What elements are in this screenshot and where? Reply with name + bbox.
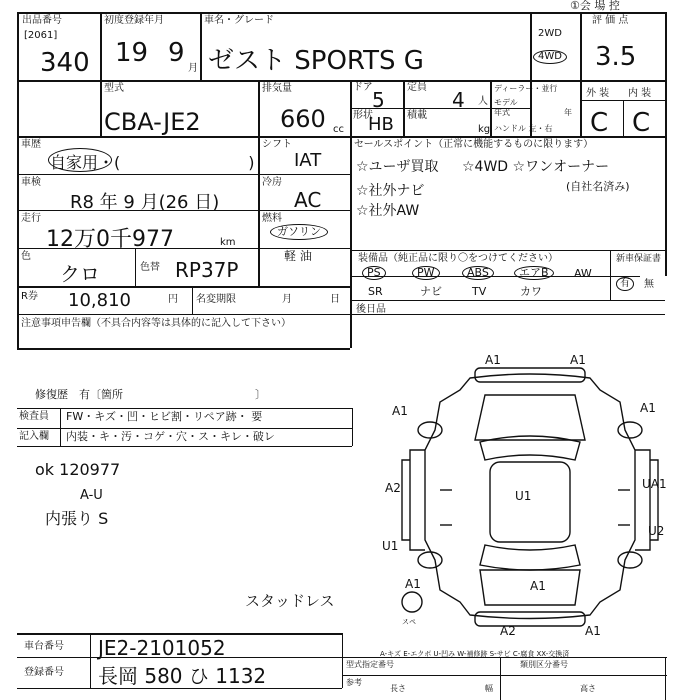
year-unit: 年	[564, 108, 572, 117]
change-month: 月	[282, 294, 292, 305]
load-unit: kg	[478, 124, 491, 135]
mark-front-left: A1	[392, 404, 408, 418]
copy-label: ①会 場 控	[570, 0, 620, 12]
exterior-grade: C	[590, 108, 609, 138]
history-label: 車歴	[21, 139, 41, 150]
mark-front-bumper-right: A1	[570, 353, 586, 367]
equip-navi: ナビ	[420, 285, 442, 298]
exterior-label: 外 装	[586, 88, 610, 99]
color-label: 色	[21, 251, 31, 262]
warranty-yes: 有	[616, 277, 634, 291]
equip-abs: ABS	[462, 266, 494, 280]
equip-tv: TV	[472, 285, 487, 298]
registration-month: 9	[168, 38, 185, 68]
remark-line4: スタッドレス	[245, 592, 335, 610]
model-label: 型式	[104, 83, 124, 94]
recycle-unit: 円	[168, 294, 178, 305]
recycle-value: 10,810	[68, 290, 131, 311]
repair-history: 修復歴 有〔箇所 〕	[35, 388, 266, 401]
inspector-row1: FW・キズ・凹・ヒビ割・リペア跡・ 要	[66, 410, 263, 423]
capacity-value: 4	[452, 88, 465, 112]
legend: A-キズ E-エクボ U-凹み W-補修跡 S-サビ C-腐食 XX-交換済	[380, 650, 570, 658]
height-label: 高さ	[580, 684, 596, 693]
vehicle-label: 車名・グレード	[204, 15, 274, 26]
warranty-no: 無	[644, 279, 654, 290]
equip-leather: カワ	[520, 285, 542, 298]
chassis-label: 車台番号	[24, 641, 64, 652]
history-circle	[48, 148, 112, 172]
drive-4wd: 4WD	[533, 50, 567, 64]
history-value: 自家用・( )	[50, 153, 255, 172]
equip-aw: AW	[574, 267, 592, 280]
mark-left-door: A2	[385, 481, 401, 495]
model-value: CBA-JE2	[104, 108, 201, 136]
mileage-unit: km	[220, 237, 236, 248]
mark-right-door: UA1	[642, 477, 667, 491]
displacement-value: 660	[280, 105, 326, 133]
warranty-label: 新車保証書	[616, 254, 662, 264]
inspection-label: 車検	[21, 177, 41, 188]
fuel-diesel: 軽 油	[284, 249, 312, 263]
mark-right-rear: U2	[648, 524, 665, 538]
lot-sub: [2061]	[24, 30, 58, 41]
remark-line1: ok 120977	[35, 460, 121, 479]
sales-line1a: ☆ユーザ買取	[356, 159, 439, 175]
change-label: 名変期限	[196, 294, 236, 305]
equip-ps: PS	[362, 266, 386, 280]
color-code: RP37P	[175, 258, 239, 282]
change-day: 日	[330, 294, 340, 305]
mark-front-bumper-left: A1	[485, 353, 501, 367]
registration-year: 19	[115, 38, 149, 68]
color-code-label: 色替	[140, 262, 160, 273]
remark-line2: A-U	[80, 488, 103, 503]
recycle-label: R券	[21, 291, 38, 302]
sales-line1c: (自社名済み)	[566, 180, 630, 193]
capacity-label: 定員	[407, 82, 427, 93]
shift-value: IAT	[294, 150, 322, 171]
month-unit: 月	[188, 63, 198, 74]
registration-label: 初度登録年月	[104, 15, 164, 26]
sales-label: セールスポイント（正常に機能するものに限ります）	[354, 139, 594, 150]
rating-score: 3.5	[595, 42, 637, 72]
mark-rear-bumper: A2	[500, 624, 516, 638]
inspection-value: R8 年 9 月(26 日)	[70, 192, 220, 213]
handle-label: ハンドル 左・右	[494, 124, 553, 133]
mark-front-right: A1	[640, 401, 656, 415]
shape-label: 形状	[353, 110, 373, 121]
width-label: 幅	[485, 684, 493, 693]
sales-line2: ☆社外ナビ	[356, 183, 425, 199]
capacity-unit: 人	[478, 96, 488, 107]
chassis-value: JE2-2101052	[98, 636, 226, 660]
notes-label: 注意事項申告欄（不具合内容等は具体的に記入して下さい）	[21, 318, 291, 329]
inspector-row2: 内装・キ・汚・コゲ・穴・ス・キレ・破レ	[66, 430, 275, 443]
doors-value: 5	[372, 88, 385, 112]
displacement-unit: cc	[333, 124, 344, 135]
mark-left-rear: U1	[382, 539, 399, 553]
ac-value: AC	[294, 188, 322, 212]
vehicle-name: ゼスト SPORTS G	[208, 46, 424, 76]
equip-airbag: エアB	[514, 266, 554, 280]
rating-label: 評 価 点	[592, 15, 629, 26]
shift-label: シフト	[262, 139, 292, 150]
model-year-label: モデル 年式	[494, 98, 518, 117]
mark-rear-bumper-right: A1	[585, 624, 601, 638]
interior-label: 内 装	[628, 88, 652, 99]
car-damage-diagram	[382, 350, 670, 640]
mileage-value: 12万0千977	[46, 227, 174, 252]
mark-rear-left: A1	[405, 577, 421, 591]
mark-trunk: A1	[530, 579, 546, 593]
interior-grade: C	[632, 108, 651, 138]
plate-label: 登録番号	[24, 667, 64, 678]
rear-seat-label: 後日品	[356, 304, 386, 315]
plate-value: 長岡 580 ひ 1132	[98, 664, 267, 688]
length-label: 長さ	[390, 684, 406, 693]
ref-label: 参考	[346, 678, 362, 687]
type-spec-label: 型式指定番号	[346, 660, 394, 669]
sales-line3: ☆社外AW	[356, 203, 420, 219]
sales-line1b: ☆4WD ☆ワンオーナー	[462, 159, 610, 175]
mark-spare: スペ	[402, 618, 416, 626]
mileage-label: 走行	[21, 213, 41, 224]
equip-pw: PW	[412, 266, 440, 280]
mark-roof: U1	[515, 489, 532, 503]
remark-line3: 内張り S	[45, 509, 109, 528]
color-value: クロ	[60, 262, 100, 286]
ac-label: 冷房	[262, 177, 282, 188]
lot-number: 340	[40, 48, 90, 78]
fuel-gas: ガソリン	[270, 224, 328, 240]
fuel-label: 燃料	[262, 213, 282, 224]
class-label: 類別区分番号	[520, 660, 568, 669]
drive-2wd: 2WD	[538, 28, 562, 39]
displacement-label: 排気量	[262, 83, 292, 94]
inspector-label: 検査員	[19, 411, 49, 422]
lot-label: 出品番号	[22, 15, 62, 26]
note-entry-label: 記入欄	[19, 431, 49, 442]
shape-value: HB	[368, 114, 394, 135]
equipment-label: 装備品（純正品に限り〇をつけてください）	[358, 253, 558, 264]
doors-label: ドア	[353, 82, 373, 93]
dealer-label: ディーラー・並行	[494, 84, 558, 93]
equip-sr: SR	[368, 285, 383, 298]
load-label: 積載	[407, 110, 427, 121]
